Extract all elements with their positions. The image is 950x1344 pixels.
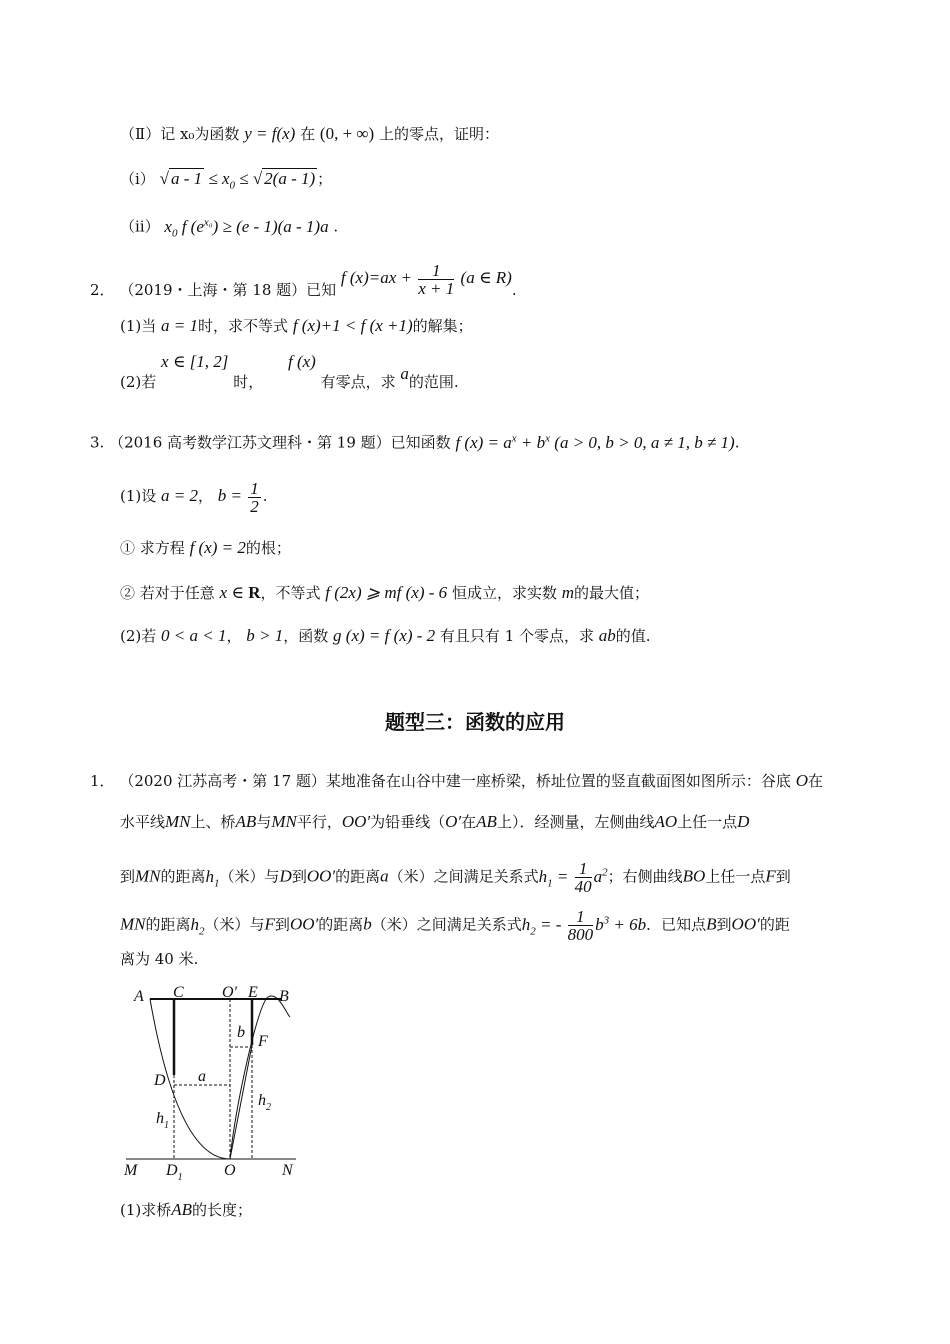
label-M: M	[124, 1162, 138, 1179]
q4-l4e: （米）之间满足关系式	[371, 915, 522, 934]
q4-l4a: 的距离	[145, 915, 191, 934]
q3-c1	[120, 538, 291, 558]
q4-l3d: 到	[291, 867, 307, 886]
q4-b: b	[363, 914, 372, 934]
q4-l2e: 为铅垂线（	[370, 813, 446, 831]
interval: (0, + ∞)	[319, 124, 375, 143]
label-C: C	[173, 984, 184, 1001]
q3-m: m	[561, 583, 575, 602]
q3-a-range: 0 < a < 1	[161, 626, 227, 645]
q4-l3c: （米）与	[219, 867, 280, 886]
q4-MN-2: MN	[271, 812, 297, 831]
q4-line3	[120, 852, 791, 903]
q4-MN: MN	[165, 812, 191, 831]
label-D1: $D_1$	[166, 1162, 183, 1183]
q4-line2	[120, 812, 749, 832]
q2-p1-label: (1)当	[120, 317, 157, 335]
label-D: D	[154, 1072, 166, 1089]
q4-l2b: 上、桥	[190, 813, 236, 831]
q3-c1-end: 的根；	[245, 539, 291, 557]
q4-h1: $h_1$	[205, 866, 220, 890]
q3-b-range: b > 1	[246, 626, 284, 645]
q4-BO: BO	[682, 866, 706, 886]
q4-l2d: 平行，	[296, 813, 342, 831]
q3-x-in-r: x ∈ R	[219, 583, 261, 602]
label-O-prime: O′	[222, 984, 238, 1001]
q4-l4b: （米）与	[204, 915, 265, 934]
q4-O: O	[795, 771, 808, 790]
q4-MN-4: MN	[120, 914, 146, 934]
label-h2: $h_2$	[258, 1092, 271, 1113]
part2-tail: 上的零点，证明：	[378, 125, 499, 143]
q2-x-range: x ∈ [1, 2]	[161, 352, 229, 371]
label-A: A	[134, 988, 144, 1005]
q3-c2-mid: ，不等式	[260, 584, 321, 602]
label-a: a	[198, 1068, 206, 1085]
section-heading: 题型三：函数的应用	[385, 710, 565, 734]
q4-l2c: 与	[256, 813, 272, 831]
q2-p1-text: 时，求不等式	[198, 317, 289, 335]
q4-line5: 离为 40 米.	[120, 950, 199, 968]
q3-part1: (1)设 a = 2， b = $\frac{1}{2}$ .	[120, 478, 268, 516]
q4-D-2: D	[279, 866, 292, 886]
q4-l3i: 到	[775, 867, 791, 886]
q4-a: a	[380, 866, 389, 886]
label-E: E	[248, 984, 258, 1001]
q4-l4d: 的距离	[318, 915, 364, 934]
q4-l2g: 上）．经测量，左侧曲线	[496, 813, 655, 831]
q4-line1-end: 在	[807, 772, 823, 790]
q2-fx: f (x)	[287, 352, 316, 371]
q4-l4g: 到	[716, 915, 732, 934]
func-y: y = f(x)	[244, 124, 296, 143]
q3-gx: g (x) = f (x) - 2	[333, 626, 436, 645]
label-ii: （ⅱ）	[120, 217, 160, 236]
label-b: b	[237, 1024, 245, 1041]
q3-c2-label: ② 若对于任意	[120, 584, 215, 602]
q3-p1-label: (1)设	[120, 487, 157, 505]
part2-line	[120, 124, 499, 144]
q2-inequality: f (x)+1 < f (x +1)	[292, 316, 413, 335]
inequality-ii: $x_0$ f $(e^{x_0}) \ge (e - 1)(a - 1)a$	[164, 216, 329, 240]
line-OF	[230, 1045, 252, 1159]
q2-function: f (x)=ax + $\frac{1}{x + 1}$ (a ∈ R)	[340, 260, 512, 298]
q4-F: F	[765, 866, 776, 886]
q3-p2-mid: ，函数	[283, 627, 329, 645]
part2-mid: 在	[300, 125, 316, 143]
label-h1: $h_1$	[156, 1110, 169, 1131]
q4-l3b: 的距离	[160, 867, 206, 886]
q3-part2: (2)若 0 < a < 1， b > 1，函数 g (x) = f (x) - 2 有且只有 1 个零点，求 ab的值.	[120, 626, 651, 645]
part2-i: （ⅰ） √ $a - 1 \le x_0$ ≤ √ 2(a - 1) ；	[120, 169, 333, 192]
q4-h2: $h_2$	[190, 914, 205, 938]
q4-AB: AB	[235, 812, 257, 831]
q2-a: a	[400, 364, 409, 383]
q3-p2-tail: 有且只有 1 个零点，求	[439, 627, 595, 645]
q4-line1	[90, 771, 823, 791]
q2-a-eq-1: a = 1	[161, 316, 199, 335]
q2-p2-tail: 有零点，求	[320, 373, 396, 391]
q2-part2	[120, 352, 459, 392]
q4-l3e: 的距离	[335, 867, 381, 886]
q4-l4f: ．已知点	[646, 915, 707, 934]
q4-h2-relation: $h_2$ = - $\frac{1}{800}$ $b^3 + 6b$	[521, 907, 647, 945]
label-B: B	[279, 988, 289, 1005]
q4-l2a: 水平线	[120, 813, 166, 831]
q4-l3f: （米）之间满足关系式	[388, 867, 539, 886]
q3-function: f $(x) = a^x + b^x$ (a > 0, b > 0, a ≠ 1, b ≠ 1)	[455, 432, 735, 452]
q2-stem: 2． （2019・上海・第 18 题）已知 f (x)=ax + $\frac{1}{x + 1}$ (a ∈ R).	[90, 260, 517, 299]
q4-Oprime: O′	[445, 812, 462, 831]
q4-MN-3: MN	[135, 866, 161, 886]
q4-AB-3: AB	[171, 1200, 193, 1219]
q3-c2-tail: 恒成立，求实数	[451, 584, 557, 602]
q4-OO: OO′	[341, 812, 371, 831]
q3-number: 3.	[90, 433, 105, 452]
q3-ab: ab	[598, 626, 616, 645]
label-F: F	[258, 1033, 268, 1050]
q4-line1-text: （2020 江苏高考・第 17 题）某地准备在山谷中建一座桥梁，桥址位置的竖直截面图如图所示：谷底	[119, 772, 791, 790]
q4-AB-2: AB	[476, 812, 497, 831]
q2-p2-end: 的范围.	[408, 373, 459, 391]
part2-intro: （Ⅱ）记 x₀为函数	[120, 125, 240, 143]
q4-F-2: F	[264, 914, 275, 934]
q4-sub1-text: (1)求桥	[120, 1201, 172, 1219]
q4-OO-4: OO′	[731, 914, 760, 934]
q3-stem: 3. （2016 高考数学江苏文理科・第 19 题）已知函数 f $(x) = a^x + b^x$ (a > 0, b > 0, a ≠ 1, b ≠ 1).	[90, 432, 740, 452]
q2-p2-label: (2)若	[120, 373, 157, 391]
label-i: （ⅰ）	[120, 170, 155, 188]
q4-number: 1．	[90, 772, 115, 790]
q4-l2f: 在	[461, 813, 477, 831]
q4-D: D	[737, 812, 750, 831]
q3-p2-end: 的值.	[615, 627, 651, 645]
bridge-figure	[118, 983, 318, 1183]
q4-sub1-end: 的长度；	[192, 1201, 253, 1219]
q2-p1-end: 的解集；	[412, 317, 473, 335]
q4-l3a: 到	[120, 867, 136, 886]
q4-B: B	[706, 914, 717, 934]
q4-AO: AO	[654, 812, 678, 831]
curve-OB	[230, 996, 290, 1159]
q4-l3g: ；右侧曲线	[607, 867, 683, 886]
q4-OO-2: OO′	[306, 866, 336, 886]
q4-sub1	[120, 1200, 252, 1220]
q3-b-eq-half: b = $\frac{1}{2}$	[217, 478, 259, 516]
q2-number: 2．	[90, 281, 115, 299]
q3-p2-label: (2)若	[120, 627, 157, 645]
part2-ii: （ⅱ） $x_0$ f $(e^{x_0}) \ge (e - 1)(a - 1)a$ .	[120, 216, 339, 240]
label-O: O	[224, 1162, 236, 1179]
q2-p2-mid: 时，	[233, 373, 264, 391]
q3-a-eq-2: a = 2	[161, 486, 199, 505]
q2-part1	[120, 316, 473, 336]
q3-source: （2016 高考数学江苏文理科・第 19 题）已知函数	[109, 433, 451, 452]
q4-line4	[120, 900, 790, 951]
q4-OO-3: OO′	[289, 914, 319, 934]
q4-h1-relation: $h_1$ = $\frac{1}{40}$ $a^2$	[538, 859, 608, 897]
q3-equation: f (x) = 2	[189, 538, 246, 557]
q3-c2-end: 的最大值；	[574, 584, 650, 602]
q4-l2h: 上任一点	[677, 813, 738, 831]
q3-inequality: f (2x) ⩾ mf (x) - 6	[325, 583, 448, 602]
label-N: N	[282, 1162, 293, 1179]
q3-c1-label: ① 求方程	[120, 539, 185, 557]
q4-l3h: 上任一点	[705, 867, 766, 886]
q2-source: （2019・上海・第 18 题）已知	[119, 281, 337, 299]
q4-l4h: 的距	[759, 915, 790, 934]
q4-l4c: 到	[274, 915, 290, 934]
q3-c2	[120, 583, 649, 603]
inequality-i: √ $a - 1 \le x_0$ ≤ √ 2(a - 1)	[159, 169, 316, 192]
